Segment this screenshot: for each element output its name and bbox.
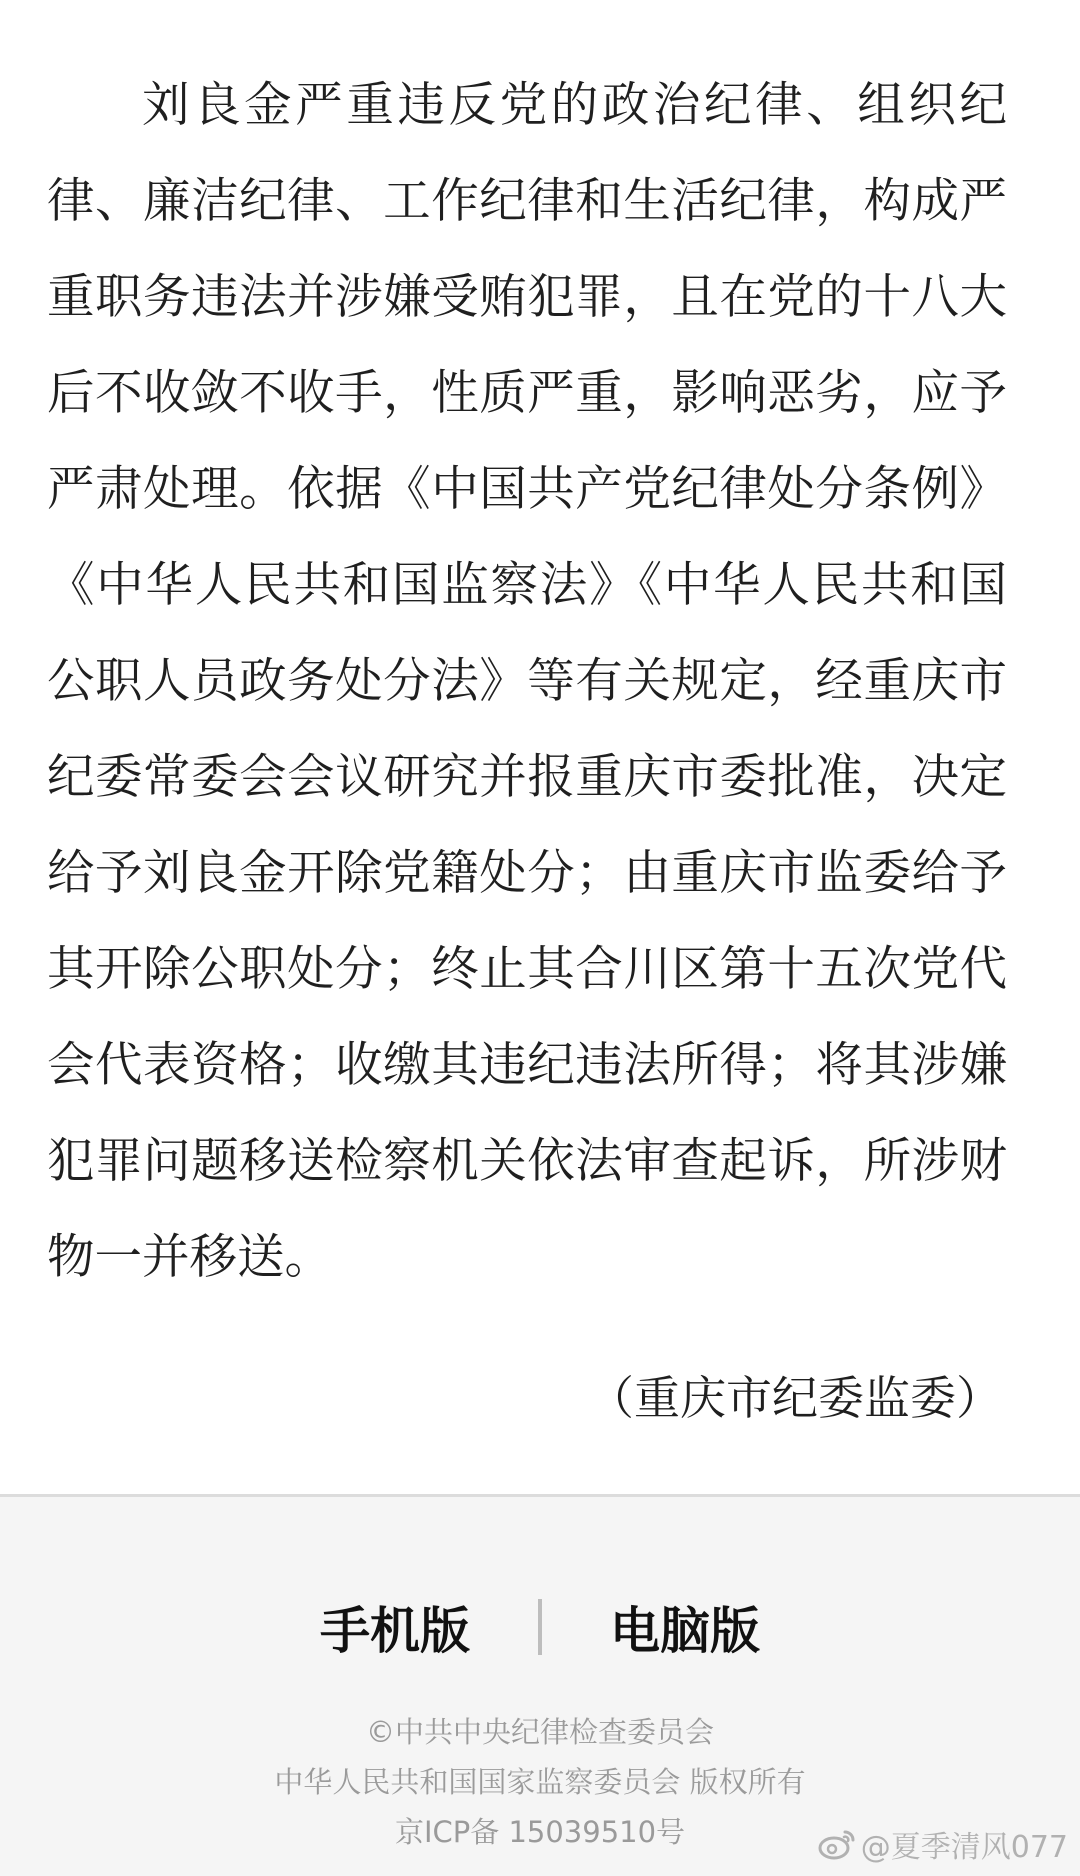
version-separator — [538, 1599, 542, 1655]
watermark-text: @夏季清风077 — [860, 1830, 1068, 1865]
copyright-line: ©中共中央纪律检查委员会 — [365, 1715, 714, 1749]
article-source: （重庆市纪委监委） — [588, 1371, 1002, 1425]
version-switch — [0, 1587, 1080, 1667]
watermark — [817, 1822, 1068, 1866]
desktop-version-link[interactable]: 电脑版 — [610, 1602, 760, 1660]
weibo-icon — [817, 1827, 857, 1861]
footer — [0, 1497, 1080, 1876]
mobile-version-link[interactable]: 手机版 — [320, 1602, 470, 1660]
article-body: 刘良金严重违反党的政治纪律、组织纪律、廉洁纪律、工作纪律和生活纪律，构成严重职务违法并涉嫌受贿犯罪，且在党的十八大后不收敛不收手，性质严重，影响恶劣，应予严肃处理。依据《中国共产党纪律处分条例》《中华人民共和国监察法》《中华人民共和国公职人员政务处分法》等有关规定，经重庆市纪委常委会会议研究并报重庆市委批准，决定给予刘良金开除党籍处分；由重庆市监委给予其开除公职处分；终止其合川区第十五次党代会代表资格；收缴其违纪违法所得；将其涉嫌犯罪问题移送检察机关依法审查起诉，所涉财物一并移送。 — [47, 78, 1007, 1285]
icp-line: 京ICP备 15039510号 — [394, 1815, 686, 1849]
copyright-line: 中华人民共和国国家监察委员会 版权所有 — [274, 1765, 806, 1799]
